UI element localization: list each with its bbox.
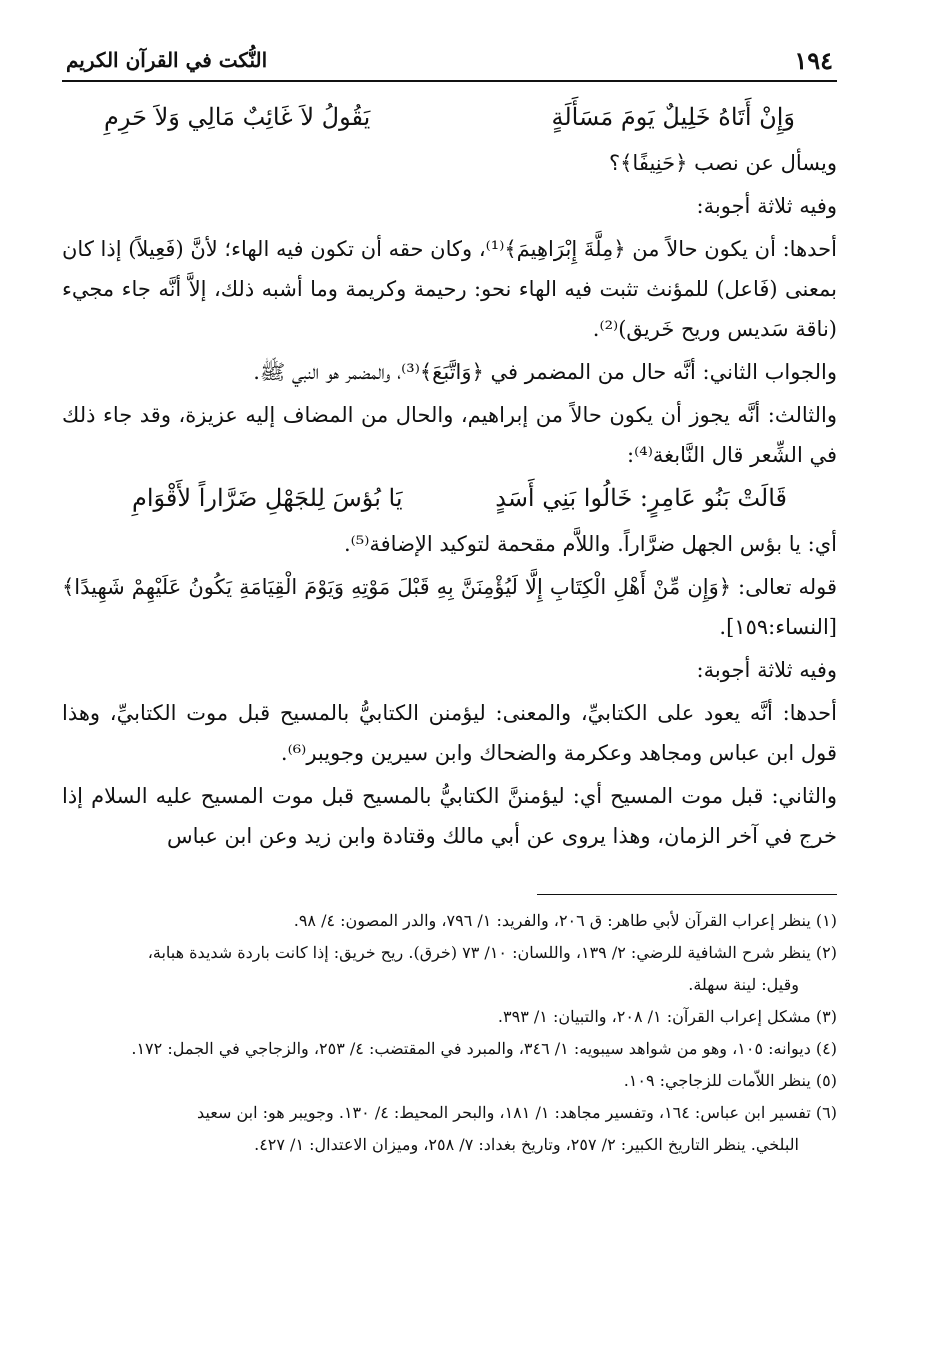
paragraph: والثالث: أنَّه يجوز أن يكون حالاً من إبراهيم، والحال من المضاف إليه عزيزة، وقد جاء ذلك في الشِّعر قال النَّابغة⁽⁴⁾: (62, 403, 837, 467)
verse-second-hemistich: يَا بُؤسَ لِلجَهْلِ ضَرَّاراً لأَقْوَامِ (132, 484, 403, 512)
footnote-separator (537, 894, 837, 895)
footnote: (١) ينظر إعراب القرآن لأبي طاهر: ق ٢٠٦، والفريد: ١/ ٧٩٦، والدر المصون: ٤/ ٩٨. (293, 911, 837, 930)
paragraph: وفيه ثلاثة أجوبة: (696, 658, 837, 682)
paragraph: وفيه ثلاثة أجوبة: (696, 194, 837, 218)
paragraph: والجواب الثاني: أنَّه حال من المضمر في ﴿وَاتَّبَعَ﴾⁽³⁾، والمضمر هو النبي ﷺ. (253, 360, 837, 384)
paragraph: قوله تعالى: ﴿وَإِن مِّنْ أَهْلِ الْكِتَابِ إِلَّا لَيُؤْمِنَنَّ بِهِ قَبْلَ مَوْتِهِ وَيَوْمَ الْقِيَامَةِ يَكُونُ عَلَيْهِمْ شَهِيدًا﴾ [النساء:١٥٩]. (62, 575, 837, 639)
document-page (62, 40, 837, 1355)
paragraph: ويسأل عن نصب ﴿حَنِيفًا﴾؟ (608, 151, 837, 175)
verse-first-hemistich: وَإِنْ أَتَاهُ خَلِيلٌ يَومَ مَسَأَلَةٍ (551, 103, 795, 131)
paragraph: والثاني: قبل موت المسيح أي: ليؤمننَّ الكتابيُّ بالمسيح قبل موت المسيح عليه السلام إذا خرج في آخر الزمان، وهذا يروى عن أبي مالك وقتادة وابن زيد وعن ابن عباس (62, 784, 837, 848)
footnote: (٦) تفسير ابن عباس: ١٦٤، وتفسير مجاهد: ١/ ١٨١، والبحر المحيط: ٤/ ١٣٠. وجويبر هو: ابن سعيد (197, 1103, 837, 1122)
footnote: (٣) مشكل إعراب القرآن: ١/ ٢٠٨، والتبيان: ١/ ٣٩٣. (497, 1007, 837, 1026)
paragraph: أحدها: أنَّه يعود على الكتابيِّ، والمعنى: ليؤمنن الكتابيُّ بالمسيح قبل موت الكتابيِّ، وهذا قول ابن عباس ومجاهد وعكرمة والضحاك وابن سيرين وجويبر⁽⁶⁾. (62, 701, 837, 765)
footnote-continuation: وقيل: لينة سهلة. (688, 975, 799, 994)
verse-first-hemistich: قَالَتْ بَنُو عَامِرٍ: خَالُوا بَنِي أَسَدٍ (495, 484, 787, 512)
verse-second-hemistich: يَقُولُ لاَ غَائِبٌ مَالِي وَلاَ حَرِمِ (104, 103, 371, 131)
footnote: (٤) ديوانه: ١٠٥، وهو من شواهد سيبويه: ١/ ٣٤٦، والمبرد في المقتضب: ٤/ ٢٥٣، والزجاجي في الجمل: ١٧٢. (131, 1039, 837, 1058)
page-number: ١٩٤ (794, 46, 833, 75)
poetry-verse (62, 475, 837, 521)
paragraph: أي: يا بؤس الجهل ضرَّاراً. واللاَّم مقحمة لتوكيد الإضافة⁽⁵⁾. (343, 532, 837, 556)
paragraph: أحدها: أن يكون حالاً من ﴿مِلَّةَ إِبْرَاهِيمَ﴾⁽¹⁾، وكان حقه أن تكون فيه الهاء؛ لأنَّ (فَعِيلاً) إذا كان بمعنى (فَاعل) للمؤنث تثبت فيه الهاء نحو: رحيمة وكريمة وما أشبه ذلك، إلاَّ أنَّه جاء مجيء (ناقة سَديس وريح خَريق)⁽²⁾. (62, 237, 837, 341)
poetry-verse (62, 94, 837, 140)
footnote: (٥) ينظر اللاّمات للزجاجي: ١٠٩. (623, 1071, 837, 1090)
footnotes (62, 905, 837, 1161)
footnote-continuation: البلخي. ينظر التاريخ الكبير: ٢/ ٢٥٧، وتاريخ بغداد: ٧/ ٢٥٨، وميزان الاعتدال: ١/ ٤٢٧. (254, 1135, 799, 1154)
running-title: النُّكت في القرآن الكريم (66, 48, 268, 72)
main-text (62, 94, 837, 856)
footnote: (٢) ينظر شرح الشافية للرضي: ٢/ ١٣٩، واللسان: ١٠/ ٧٣ (خرق). ريح خريق: إذا كانت باردة شديدة هبابة، (147, 943, 837, 962)
page-header (62, 40, 837, 82)
